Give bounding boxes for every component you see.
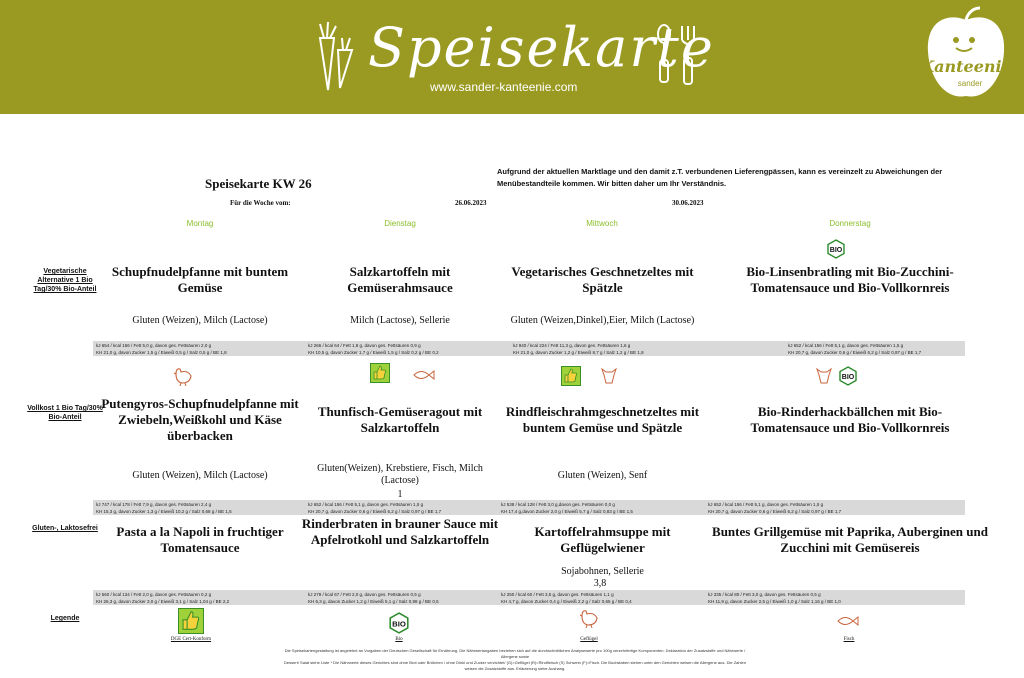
dish-veg-wednesday: Vegetarisches Geschnetzeltes mit Spätzle	[511, 264, 694, 295]
svg-text:BIO: BIO	[841, 374, 855, 381]
allergens-veg-monday: Gluten (Weizen), Milch (Lactose)	[132, 315, 268, 326]
dish-vollkost-thursday: Bio-Rinderhackbällchen mit Bio-Tomatensauce und Bio-Vollkornreis	[750, 404, 950, 435]
page-title: Speisekarte	[368, 16, 715, 79]
bio-icon	[826, 239, 846, 259]
dge-thumb-icon	[370, 363, 390, 383]
dish-vollkost-monday: Putengyros-Schupfnudelpfanne mit Zwiebeln,Weißkohl und Käse überbacken	[101, 396, 299, 443]
nutrition-glutenfree-tuesday: kJ 279 / kcal 67 / Fett 2,0 g, davon ges. Fettsäuren 0,5 g KH 6,3 g, davon Zucker 1,2 g / Eiweiß 5,1 g / Salz 0,98 g / BE 0,5	[308, 592, 439, 604]
nutrition-glutenfree-wednesday: kJ 250 / kcal 60 / Fett 3,5 g, davon ges. Fettsäuren 1,1 g KH 4,7 g, davon Zucker 0,4 g / Eiweiß 2,2 g / Salz 0,65 g / BE 0,4	[501, 592, 632, 604]
nutrition-vollkost-monday: kJ 747 / kcal 178 / Fett 7,9 g, davon ges. Fettsäuren 2,4 g KH 15,3 g, davon Zucker 1,3 g / Eiweiß 10,2 g / Salz 0,68 g / BE 1,5	[96, 502, 232, 514]
dish-veg-thursday: Bio-Linsenbratling mit Bio-Zucchini-Tomatensauce und Bio-Vollkornreis	[746, 264, 954, 295]
fish-icon	[412, 368, 436, 382]
nutrition-veg-thursday: kJ 652 / kcal 156 / Fett 5,1 g, davon ges. Fettsäuren 1,5 g KH 20,7 g, davon Zucker 0,6 g / Eiweiß 6,2 g / Salz 0,97 g / BE 1,7	[788, 343, 922, 355]
notice-text: Aufgrund der aktuellen Marktlage und den damit z.T. verbundenen Lieferengpässen, kann es vereinzelt zu Abweichungen der Menübestandteile kommen. Wir bitten daher um Ihr Verständnis.	[497, 167, 943, 188]
nutrition-vollkost-thursday: kJ 652 / kcal 156 / Fett 5,1 g, davon ges. Fettsäuren 1,5 g KH 20,7 g, davon Zucker 0,6 g / Eiweiß 6,2 g / Salz 0,97 g / BE 1,7	[708, 502, 842, 514]
poultry-icon	[172, 366, 194, 386]
legend-dge-label: DGE Cert-Konform	[170, 637, 212, 642]
nutrition-vollkost-tuesday: kJ 652 / kcal 156 / Fett 5,1 g, davon ges. Fettsäuren 1,5 g KH 20,7 g, davon Zucker 0,6 g / Eiweiß 6,2 g / Salz 0,97 g / BE 1,7	[308, 502, 442, 514]
nutrition-glutenfree-monday: kJ 560 / kcal 134 / Fett 2,0 g, davon ges. Fettsäuren 0,2 g KH 26,3 g, davon Zucker 3,0 g / Eiweiß 3,1 g / Salz 1,04 g / BE 2,2	[96, 592, 230, 604]
nutrition-glutenfree-thursday: kJ 335 / kcal 80 / Fett 3,0 g, davon ges. Fettsäuren 0,5 g KH 11,9 g, davon Zucker 2,5 g / Eiweiß 1,0 g / Salz 1,16 g / BE 1,0	[708, 592, 841, 604]
dish-glutenfree-wednesday: Kartoffelrahmsuppe mit Geflügelwiener	[534, 524, 671, 555]
dish-glutenfree-monday: Pasta a la Napoli in fruchtiger Tomatensauce	[116, 524, 284, 555]
allergens-veg-tuesday: Milch (Lactose), Sellerie	[350, 315, 450, 326]
additives-glutenfree-wednesday: 3,8	[593, 578, 607, 589]
legend-bio-label: Bio	[395, 637, 403, 642]
logo-text: Kanteenie	[920, 57, 1012, 76]
day-header-tuesday: Dienstag	[384, 219, 416, 228]
nutrition-veg-monday: kJ 654 / kcal 156 / Fett 5,0 g, davon ges. Fettsäuren 2,0 g KH 21,0 g, davon Zucker 1,5 g / Eiweiß 0,5 g / Salz 0,5 g / BE 1,8	[96, 343, 227, 355]
header-banner	[0, 0, 1024, 114]
website-url[interactable]: www.sander-kanteenie.com	[430, 80, 578, 94]
carrot-icon	[308, 20, 358, 94]
beef-icon	[814, 366, 834, 386]
legend-dge-icon	[178, 608, 204, 634]
row-label-vegetarian: Vegetarische Alternative 1 Bio Tag/30% Bio-Anteil	[33, 268, 97, 293]
week-from-label: Für die Woche vom:	[230, 199, 291, 207]
additives-vollkost-tuesday: 1	[397, 489, 403, 500]
dish-glutenfree-tuesday: Rinderbraten in brauner Sauce mit Apfelrotkohl und Salzkartoffeln	[301, 516, 499, 547]
week-label: Speisekarte KW 26	[205, 176, 312, 191]
day-header-thursday: Donnerstag	[829, 219, 871, 228]
logo-subtext: sander	[957, 79, 983, 88]
legend-poultry-label: Geflügel	[580, 637, 598, 642]
footer-note-2: Dessert/ Salat siehe Liste * Die Nährwerte dieses Gerichtes sind ohne Brot oder Brötchen / ohne Dinkl und Zucker verzichtet/ (G)=Geflügel (R)=Rindfleisch (S) Schwein (F)=Fisch. Die Buchstaben stehen unter den Gerichten weisen die Allergene aus. Die Zahlen weisen die Zusatzstoffe aus. Erläuterung siehe Aushang.	[284, 660, 746, 671]
allergens-vollkost-wednesday: Gluten (Weizen), Senf	[557, 470, 648, 481]
row-label-vollkost: Vollkost 1 Bio Tag/30% Bio-Anteil	[27, 405, 103, 421]
dish-glutenfree-thursday: Buntes Grillgemüse mit Paprika, Auberginen und Zucchini mit Gemüsereis	[712, 524, 988, 555]
allergens-veg-wednesday: Gluten (Weizen,Dinkel),Eier, Milch (Lactose)	[510, 315, 695, 326]
legend-fish-icon	[836, 614, 860, 628]
row-label-glutenfree: Gluten-, Laktosefrei	[32, 525, 98, 532]
week-from-date: 26.06.2023	[455, 199, 487, 207]
allergens-vollkost-tuesday: Gluten(Weizen), Krebstiere, Fisch, Milch (Lactose)	[317, 463, 483, 486]
beef-icon	[599, 366, 619, 386]
svg-text:BIO: BIO	[392, 619, 406, 629]
legend-label: Legende	[50, 615, 80, 622]
legend-fish-label: Fisch	[843, 637, 855, 642]
nutrition-veg-tuesday: kJ 266 / kcal 64 / Fett 1,8 g, davon ges. Fettsäuren 0,9 g KH 10,5 g, davon Zucker 1,7 g / Eiweiß 1,5 g / Salz 0,2 g / BE 0,2	[308, 343, 439, 355]
kanteenie-logo	[916, 6, 1016, 106]
dish-vollkost-wednesday: Rindfleischrahmgeschnetzeltes mit buntem Gemüse und Spätzle	[505, 404, 700, 435]
dish-veg-monday: Schupfnudelpfanne mit buntem Gemüse	[111, 264, 289, 295]
legend-poultry-icon	[578, 608, 600, 628]
allergens-vollkost-monday: Gluten (Weizen), Milch (Lactose)	[132, 470, 268, 481]
nutrition-veg-wednesday: kJ 940 / kcal 224 / Fett 11,3 g, davon ges. Fettsäuren 1,6 g KH 21,0 g, davon Zucker 1,2 g / Eiweiß 8,7 g / Salz 1,2 g / BE 1,8	[513, 343, 644, 355]
svg-text:BIO: BIO	[829, 247, 843, 254]
allergens-glutenfree-wednesday: Sojabohnen, Sellerie	[561, 566, 644, 577]
dge-thumb-icon	[561, 366, 581, 386]
bio-icon	[838, 366, 858, 386]
dish-veg-tuesday: Salzkartoffeln mit Gemüserahmsauce	[347, 264, 453, 295]
day-header-wednesday: Mittwoch	[586, 219, 618, 228]
nutrition-vollkost-wednesday: kJ 538 / kcal 128 / Fett 3,0 g,davon ges. Fettsäuren 0,0 g KH 17,4 g,davon Zucker 2,0 g / Eiweiß 5,7 g / Salz 0,83 g / BE 1,5	[501, 502, 633, 514]
week-to-date: 30.06.2023	[672, 199, 704, 207]
cutlery-icon	[650, 22, 700, 92]
footer-note-1: Die Speisekartengestaltung ist angelehnt an Vorgaben der Deutschen Gesellschaft für Ernährung. Die Nährwertangaben beziehen sich auf die durchschnittlichen Analysewerte pro 100g verzehrfertige Komponenten. Deklaration der Zusatzstoffe und Nährwerte / Allergene sowie	[284, 648, 746, 659]
day-header-monday: Montag	[186, 219, 214, 228]
dish-vollkost-tuesday: Thunfisch-Gemüseragout mit Salzkartoffeln	[317, 404, 483, 435]
legend-bio-icon	[388, 612, 410, 634]
